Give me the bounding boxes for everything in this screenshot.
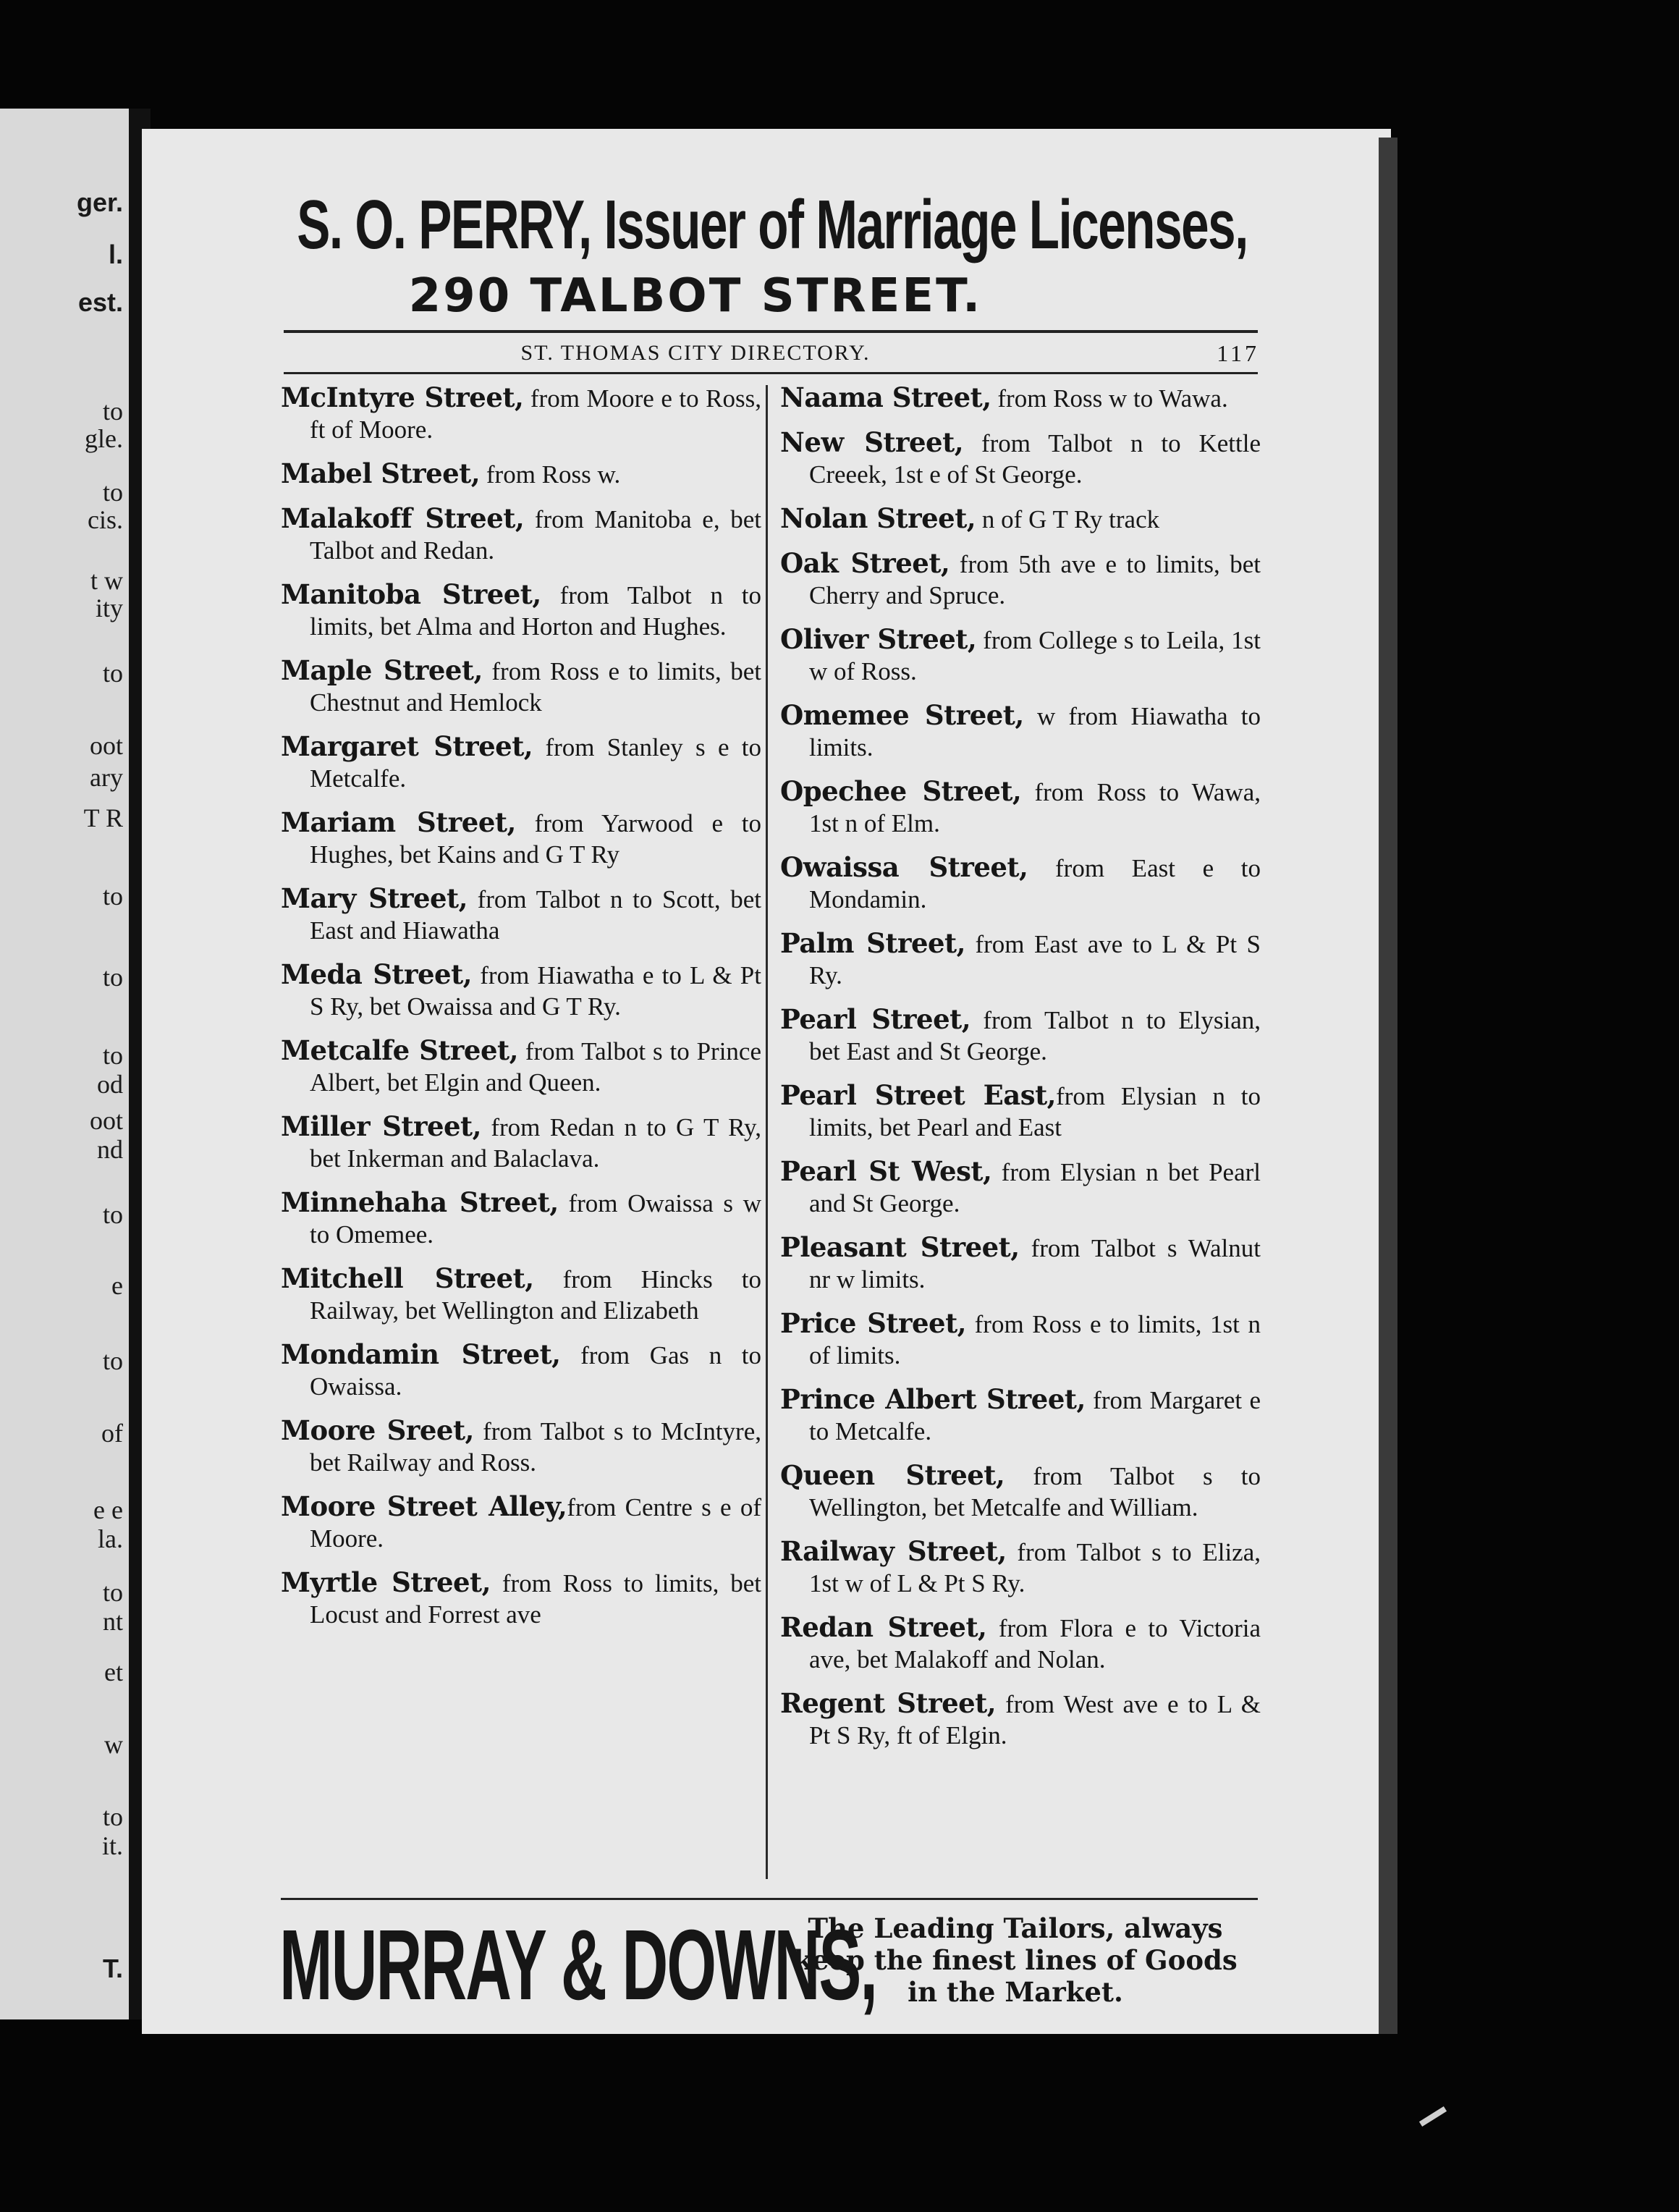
street-entry bbox=[281, 1567, 761, 1630]
street-description: from Yarwood e to Hughes, bet Kains and G T Ry bbox=[310, 809, 761, 869]
left-page-text-fragment: ger. bbox=[76, 187, 123, 217]
street-entry bbox=[780, 503, 1261, 535]
street-description: from Owaissa s w to Omemee. bbox=[310, 1189, 761, 1249]
street-name: Mondamin Street, bbox=[281, 1338, 561, 1370]
street-name: Prince Albert Street, bbox=[780, 1383, 1086, 1415]
street-description: from 5th ave e to limits, bet Cherry and Spruce. bbox=[809, 550, 1261, 609]
left-page-text-fragment: to bbox=[102, 1802, 123, 1831]
street-name: Metcalfe Street, bbox=[281, 1034, 518, 1066]
street-entry bbox=[281, 959, 761, 1022]
street-name: Pearl St West, bbox=[780, 1155, 992, 1187]
street-name: Pleasant Street, bbox=[780, 1231, 1020, 1263]
street-description: from Hiawatha e to L & Pt S Ry, bet Owaissa and G T Ry. bbox=[310, 961, 761, 1021]
street-name: Pearl Street East, bbox=[780, 1079, 1057, 1111]
street-entry bbox=[281, 1263, 761, 1326]
left-page-text-fragment: od bbox=[97, 1070, 123, 1099]
header-advertisement-line1: S. O. PERRY, Issuer of Marriage Licenses, bbox=[297, 186, 1248, 263]
left-page-text-fragment: to bbox=[102, 478, 123, 507]
street-name: Myrtle Street, bbox=[281, 1566, 491, 1598]
running-title: ST. THOMAS CITY DIRECTORY. bbox=[520, 341, 871, 365]
street-entry bbox=[281, 1339, 761, 1402]
street-name: Margaret Street, bbox=[281, 730, 533, 762]
left-page-text-fragment: ity bbox=[95, 594, 123, 622]
street-name: New Street, bbox=[780, 426, 964, 458]
street-entry bbox=[780, 1612, 1261, 1675]
street-entry bbox=[780, 427, 1261, 490]
left-page-text-fragment: oot bbox=[89, 1106, 123, 1135]
left-page-text-fragment: it. bbox=[101, 1831, 123, 1860]
header-rule-bottom bbox=[284, 372, 1258, 374]
left-column bbox=[281, 382, 761, 1643]
street-name: Miller Street, bbox=[281, 1110, 482, 1142]
street-entry bbox=[780, 928, 1261, 991]
footer-advertisement-firm: MURRAY & DOWNS, bbox=[279, 1909, 877, 2021]
street-entry bbox=[281, 1111, 761, 1174]
street-entry bbox=[281, 458, 761, 490]
street-name: Price Street, bbox=[780, 1307, 967, 1339]
street-entry bbox=[281, 382, 761, 445]
street-entry bbox=[780, 852, 1261, 915]
left-page-text-fragment: cis. bbox=[88, 505, 123, 534]
left-page-text-fragment: to bbox=[102, 882, 123, 911]
street-description: from Hincks to Railway, bet Wellington and Elizabeth bbox=[310, 1265, 761, 1325]
street-entry bbox=[780, 548, 1261, 611]
street-name: McIntyre Street, bbox=[281, 381, 524, 413]
street-entry bbox=[780, 1004, 1261, 1067]
street-description: from Talbot n to limits, bet Alma and Horton and Hughes. bbox=[310, 581, 762, 641]
page-number: 117 bbox=[1217, 340, 1259, 366]
street-description: from East e to Mondamin. bbox=[809, 854, 1261, 913]
right-column bbox=[780, 382, 1261, 1764]
street-entry bbox=[780, 1384, 1261, 1447]
street-description: from Manitoba e, bet Talbot and Redan. bbox=[310, 505, 761, 565]
street-description: from Ross w to Wawa. bbox=[991, 384, 1228, 413]
street-name: Mariam Street, bbox=[281, 806, 516, 838]
street-entry bbox=[281, 1491, 761, 1554]
left-page-text-fragment: to bbox=[102, 1578, 123, 1607]
left-page-text-fragment: to bbox=[102, 1041, 123, 1070]
street-description: from Ross e to limits, 1st n of limits. bbox=[809, 1310, 1261, 1369]
left-page-text-fragment: oot bbox=[89, 731, 123, 760]
street-entry bbox=[281, 1035, 761, 1098]
street-name: Minnehaha Street, bbox=[281, 1186, 559, 1218]
street-entry bbox=[780, 1536, 1261, 1599]
street-description: from Talbot n to Scott, bet East and Hiawatha bbox=[310, 885, 761, 945]
street-name: Moore Sreet, bbox=[281, 1414, 474, 1446]
street-description: from Gas n to Owaissa. bbox=[310, 1341, 761, 1401]
street-description: from East ave to L & Pt S Ry. bbox=[809, 930, 1261, 989]
left-page-text-fragment: T. bbox=[102, 1954, 123, 1983]
adjacent-page-sliver bbox=[0, 109, 129, 2019]
left-page-text-fragment: l. bbox=[108, 240, 123, 269]
street-name: Redan Street, bbox=[780, 1611, 987, 1643]
street-description: from Talbot s to Eliza, 1st w of L & Pt S Ry. bbox=[809, 1538, 1261, 1597]
left-page-text-fragment: nt bbox=[102, 1607, 123, 1636]
street-description: from Moore e to Ross, ft of Moore. bbox=[310, 384, 761, 444]
street-description: from Ross w. bbox=[480, 460, 621, 489]
left-page-text-fragment: ary bbox=[90, 763, 123, 792]
street-name: Malakoff Street, bbox=[281, 502, 525, 534]
street-name: Maple Street, bbox=[281, 654, 483, 686]
left-page-text-fragment: t w bbox=[90, 566, 123, 595]
street-description: from Talbot s to Prince Albert, bet Elgin and Queen. bbox=[310, 1037, 761, 1097]
street-description: w from Hiawatha to limits. bbox=[809, 702, 1261, 761]
column-divider bbox=[766, 385, 768, 1879]
left-page-text-fragment: to bbox=[102, 1346, 123, 1375]
street-description: from Ross to Wawa, 1st n of Elm. bbox=[809, 778, 1261, 837]
street-description: from Talbot s to McIntyre, bet Railway and Ross. bbox=[310, 1417, 762, 1477]
street-entry bbox=[281, 655, 761, 718]
street-name: Palm Street, bbox=[780, 927, 965, 959]
street-entry bbox=[780, 1688, 1261, 1751]
street-name: Pearl Street, bbox=[780, 1003, 971, 1035]
street-entry bbox=[281, 807, 761, 870]
street-name: Moore Street Alley, bbox=[281, 1490, 567, 1522]
street-name: Mitchell Street, bbox=[281, 1262, 534, 1294]
street-entry bbox=[281, 1187, 761, 1250]
header-rule-top bbox=[284, 330, 1258, 333]
street-description: from Stanley s e to Metcalfe. bbox=[310, 733, 761, 793]
street-entry bbox=[780, 1232, 1261, 1295]
street-entry bbox=[281, 579, 761, 642]
street-name: Mary Street, bbox=[281, 882, 468, 914]
header-advertisement-line2: 290 TALBOT STREET. bbox=[408, 269, 983, 323]
street-entry bbox=[281, 731, 761, 794]
left-page-text-fragment: la. bbox=[98, 1524, 123, 1553]
street-entry bbox=[780, 1308, 1261, 1371]
left-page-text-fragment: w bbox=[104, 1730, 123, 1759]
street-name: Omemee Street, bbox=[780, 699, 1024, 731]
street-description: from Centre s e of Moore. bbox=[310, 1493, 761, 1553]
street-name: Railway Street, bbox=[780, 1535, 1007, 1567]
left-page-text-fragment: nd bbox=[97, 1135, 123, 1164]
street-description: from Elysian n bet Pearl and St George. bbox=[809, 1158, 1261, 1217]
left-page-text-fragment: to bbox=[102, 963, 123, 992]
street-entry bbox=[281, 1415, 761, 1478]
left-page-text-fragment: e bbox=[111, 1271, 123, 1300]
street-name: Queen Street, bbox=[780, 1459, 1005, 1491]
street-entry bbox=[780, 382, 1261, 414]
street-description: from West ave e to L & Pt S Ry, ft of Elgin. bbox=[809, 1690, 1261, 1749]
street-entry bbox=[780, 700, 1261, 763]
street-entry bbox=[780, 624, 1261, 687]
street-entry bbox=[780, 776, 1261, 839]
left-page-text-fragment: to bbox=[102, 659, 123, 688]
street-entry bbox=[780, 1080, 1261, 1143]
street-description: from Flora e to Victoria ave, bet Malakoff and Nolan. bbox=[809, 1614, 1261, 1673]
street-description: from Ross to limits, bet Locust and Forrest ave bbox=[310, 1569, 761, 1629]
left-page-text-fragment: est. bbox=[77, 287, 123, 317]
street-description: from Talbot n to Kettle Creeek, 1st e of St George. bbox=[809, 429, 1261, 489]
street-name: Meda Street, bbox=[281, 958, 473, 990]
street-entry bbox=[281, 503, 761, 566]
page-corner-mark bbox=[1419, 2106, 1447, 2127]
street-description: from Margaret e to Metcalfe. bbox=[809, 1386, 1261, 1445]
street-entry bbox=[281, 883, 761, 946]
street-description: from Talbot s Walnut nr w limits. bbox=[809, 1234, 1261, 1293]
street-entry bbox=[780, 1156, 1261, 1219]
street-name: Oliver Street, bbox=[780, 623, 977, 655]
left-page-text-fragment: T R bbox=[83, 803, 123, 832]
left-page-text-fragment: to bbox=[102, 397, 123, 426]
footer-advertisement-tagline: The Leading Tailors, always keep the finest lines of Goods in the Market. bbox=[793, 1912, 1238, 2008]
street-description: from College s to Leila, 1st w of Ross. bbox=[809, 626, 1261, 685]
street-name: Mabel Street, bbox=[281, 457, 481, 489]
left-page-text-fragment: gle. bbox=[85, 424, 123, 453]
street-description: from Ross e to limits, bet Chestnut and Hemlock bbox=[310, 657, 761, 717]
left-page-text-fragment: of bbox=[101, 1419, 123, 1448]
street-description: n of G T Ry track bbox=[976, 505, 1160, 533]
left-page-text-fragment: to bbox=[102, 1200, 123, 1229]
left-page-text-fragment: et bbox=[104, 1658, 123, 1687]
street-name: Oak Street, bbox=[780, 547, 950, 579]
street-name: Opechee Street, bbox=[780, 775, 1022, 807]
street-name: Manitoba Street, bbox=[281, 578, 541, 610]
street-entry bbox=[780, 1460, 1261, 1523]
page-edge-shadow bbox=[1379, 138, 1397, 2034]
street-description: from Elysian n to limits, bet Pearl and East bbox=[809, 1082, 1261, 1141]
street-description: from Talbot s to Wellington, bet Metcalfe and William. bbox=[809, 1462, 1261, 1521]
street-name: Owaissa Street, bbox=[780, 851, 1028, 883]
street-name: Nolan Street, bbox=[780, 502, 976, 534]
street-description: from Redan n to G T Ry, bet Inkerman and Balaclava. bbox=[310, 1113, 762, 1173]
left-page-text-fragment: e e bbox=[93, 1495, 123, 1524]
street-name: Regent Street, bbox=[780, 1687, 997, 1719]
street-name: Naama Street, bbox=[780, 381, 991, 413]
footer-rule bbox=[281, 1898, 1258, 1900]
street-description: from Talbot n to Elysian, bet East and St George. bbox=[809, 1006, 1261, 1065]
